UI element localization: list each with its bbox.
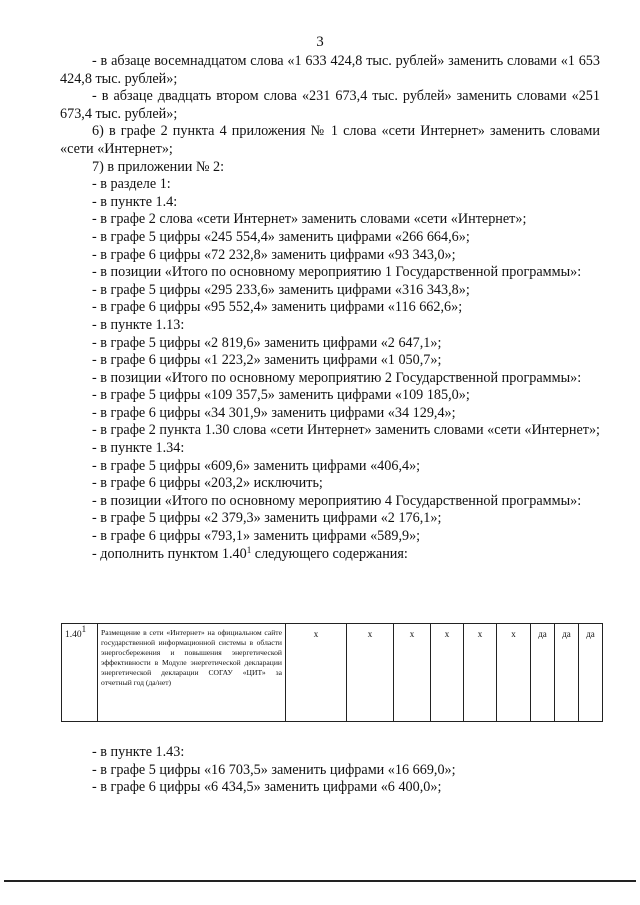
document-body — [60, 53, 600, 563]
paragraph: - в позиции «Итого по основному мероприятию 1 Государственной программы»: — [92, 264, 582, 281]
paragraph: - в графе 6 цифры «34 301,9» заменить цифрами «34 129,4»; — [92, 404, 456, 421]
table-cell-mark: х — [394, 624, 431, 722]
table-cell-description: Размещение в сети «Интернет» на официальном сайте государственной информационной системы в области энергосбережения и повышения энергетической эффективности в Модуле энергетической декларации энергетической декларации СОГАУ «ЦИТ» за отчетный год (да/нет) — [98, 624, 286, 722]
paragraph: - в графе 5 цифры «2 819,6» заменить цифрами «2 647,1»; — [92, 334, 442, 351]
paragraph: - в графе 6 цифры «72 232,8» заменить цифрами «93 343,0»; — [92, 246, 456, 263]
paragraph: - в позиции «Итого по основному мероприятию 4 Государственной программы»: — [92, 492, 582, 509]
table-cell-mark: х — [497, 624, 531, 722]
bottom-rule — [4, 880, 636, 882]
paragraph: 7) в приложении № 2: — [92, 158, 225, 175]
page-number: 3 — [316, 34, 324, 50]
add-item-superscript: 1 — [246, 544, 252, 555]
paragraph: - в графе 2 слова «сети Интернет» заменить словами «сети «Интернет»; — [92, 211, 527, 228]
paragraph: - в графе 6 цифры «95 552,4» заменить цифрами «116 662,6»; — [92, 299, 463, 316]
item-number-superscript: 1 — [81, 624, 87, 634]
add-item-text: - дополнить пунктом 1.40 — [92, 545, 247, 562]
paragraph: - в графе 5 цифры «16 703,5» заменить цифрами «16 669,0»; — [92, 761, 456, 778]
table-cell-number — [62, 624, 98, 722]
paragraph: - в пункте 1.13: — [92, 316, 185, 333]
table-cell-mark: х — [347, 624, 394, 722]
inserted-table — [61, 623, 603, 722]
table-cell-mark: да — [531, 624, 555, 722]
paragraph: - в графе 5 цифры «245 554,4» заменить цифрами «266 664,6»; — [92, 228, 470, 245]
paragraph: - в пункте 1.4: — [92, 193, 178, 210]
table-cell-mark: х — [464, 624, 497, 722]
paragraph: - в графе 2 пункта 1.30 слова «сети Интернет» заменить словами «сети «Интернет»; — [92, 422, 600, 439]
table-cell-mark: да — [579, 624, 603, 722]
document-body-continued — [60, 744, 600, 797]
item-number: 1.40 — [65, 630, 82, 640]
paragraph: - в графе 5 цифры «109 357,5» заменить цифрами «109 185,0»; — [92, 387, 470, 404]
paragraph: - в графе 5 цифры «609,6» заменить цифрами «406,4»; — [92, 457, 421, 474]
paragraph: - в графе 6 цифры «793,1» заменить цифрами «589,9»; — [92, 528, 421, 545]
paragraph: - в графе 5 цифры «295 233,6» заменить цифрами «316 343,8»; — [92, 281, 470, 298]
table-cell-mark: да — [555, 624, 579, 722]
paragraph: 6) в графе 2 пункта 4 приложения № 1 слова «сети Интернет» заменить словами «сети «Интернет»; — [60, 123, 600, 157]
paragraph: - в графе 6 цифры «6 434,5» заменить цифрами «6 400,0»; — [92, 779, 442, 796]
paragraph: - в абзаце двадцать втором слова «231 673,4 тыс. рублей» заменить словами «251 673,4 тыс. рублей»; — [60, 88, 600, 122]
paragraph: - в разделе 1: — [92, 176, 171, 193]
paragraph: - в пункте 1.43: — [92, 744, 185, 760]
paragraph: - в графе 6 цифры «203,2» исключить; — [92, 475, 323, 492]
paragraph: - в графе 6 цифры «1 223,2» заменить цифрами «1 050,7»; — [92, 352, 442, 369]
table-cell-mark: х — [286, 624, 347, 722]
paragraph: - в абзаце восемнадцатом слова «1 633 424,8 тыс. рублей» заменить словами «1 653 424,8 тыс. рублей»; — [60, 53, 600, 87]
paragraph: - в пункте 1.34: — [92, 440, 185, 457]
paragraph-add-item — [60, 546, 600, 564]
paragraph: - в графе 5 цифры «2 379,3» заменить цифрами «2 176,1»; — [92, 510, 442, 527]
add-item-text-end: следующего содержания: — [251, 545, 408, 562]
table-row — [62, 624, 603, 722]
table-cell-mark: х — [431, 624, 464, 722]
paragraph: - в позиции «Итого по основному мероприятию 2 Государственной программы»: — [92, 369, 582, 386]
